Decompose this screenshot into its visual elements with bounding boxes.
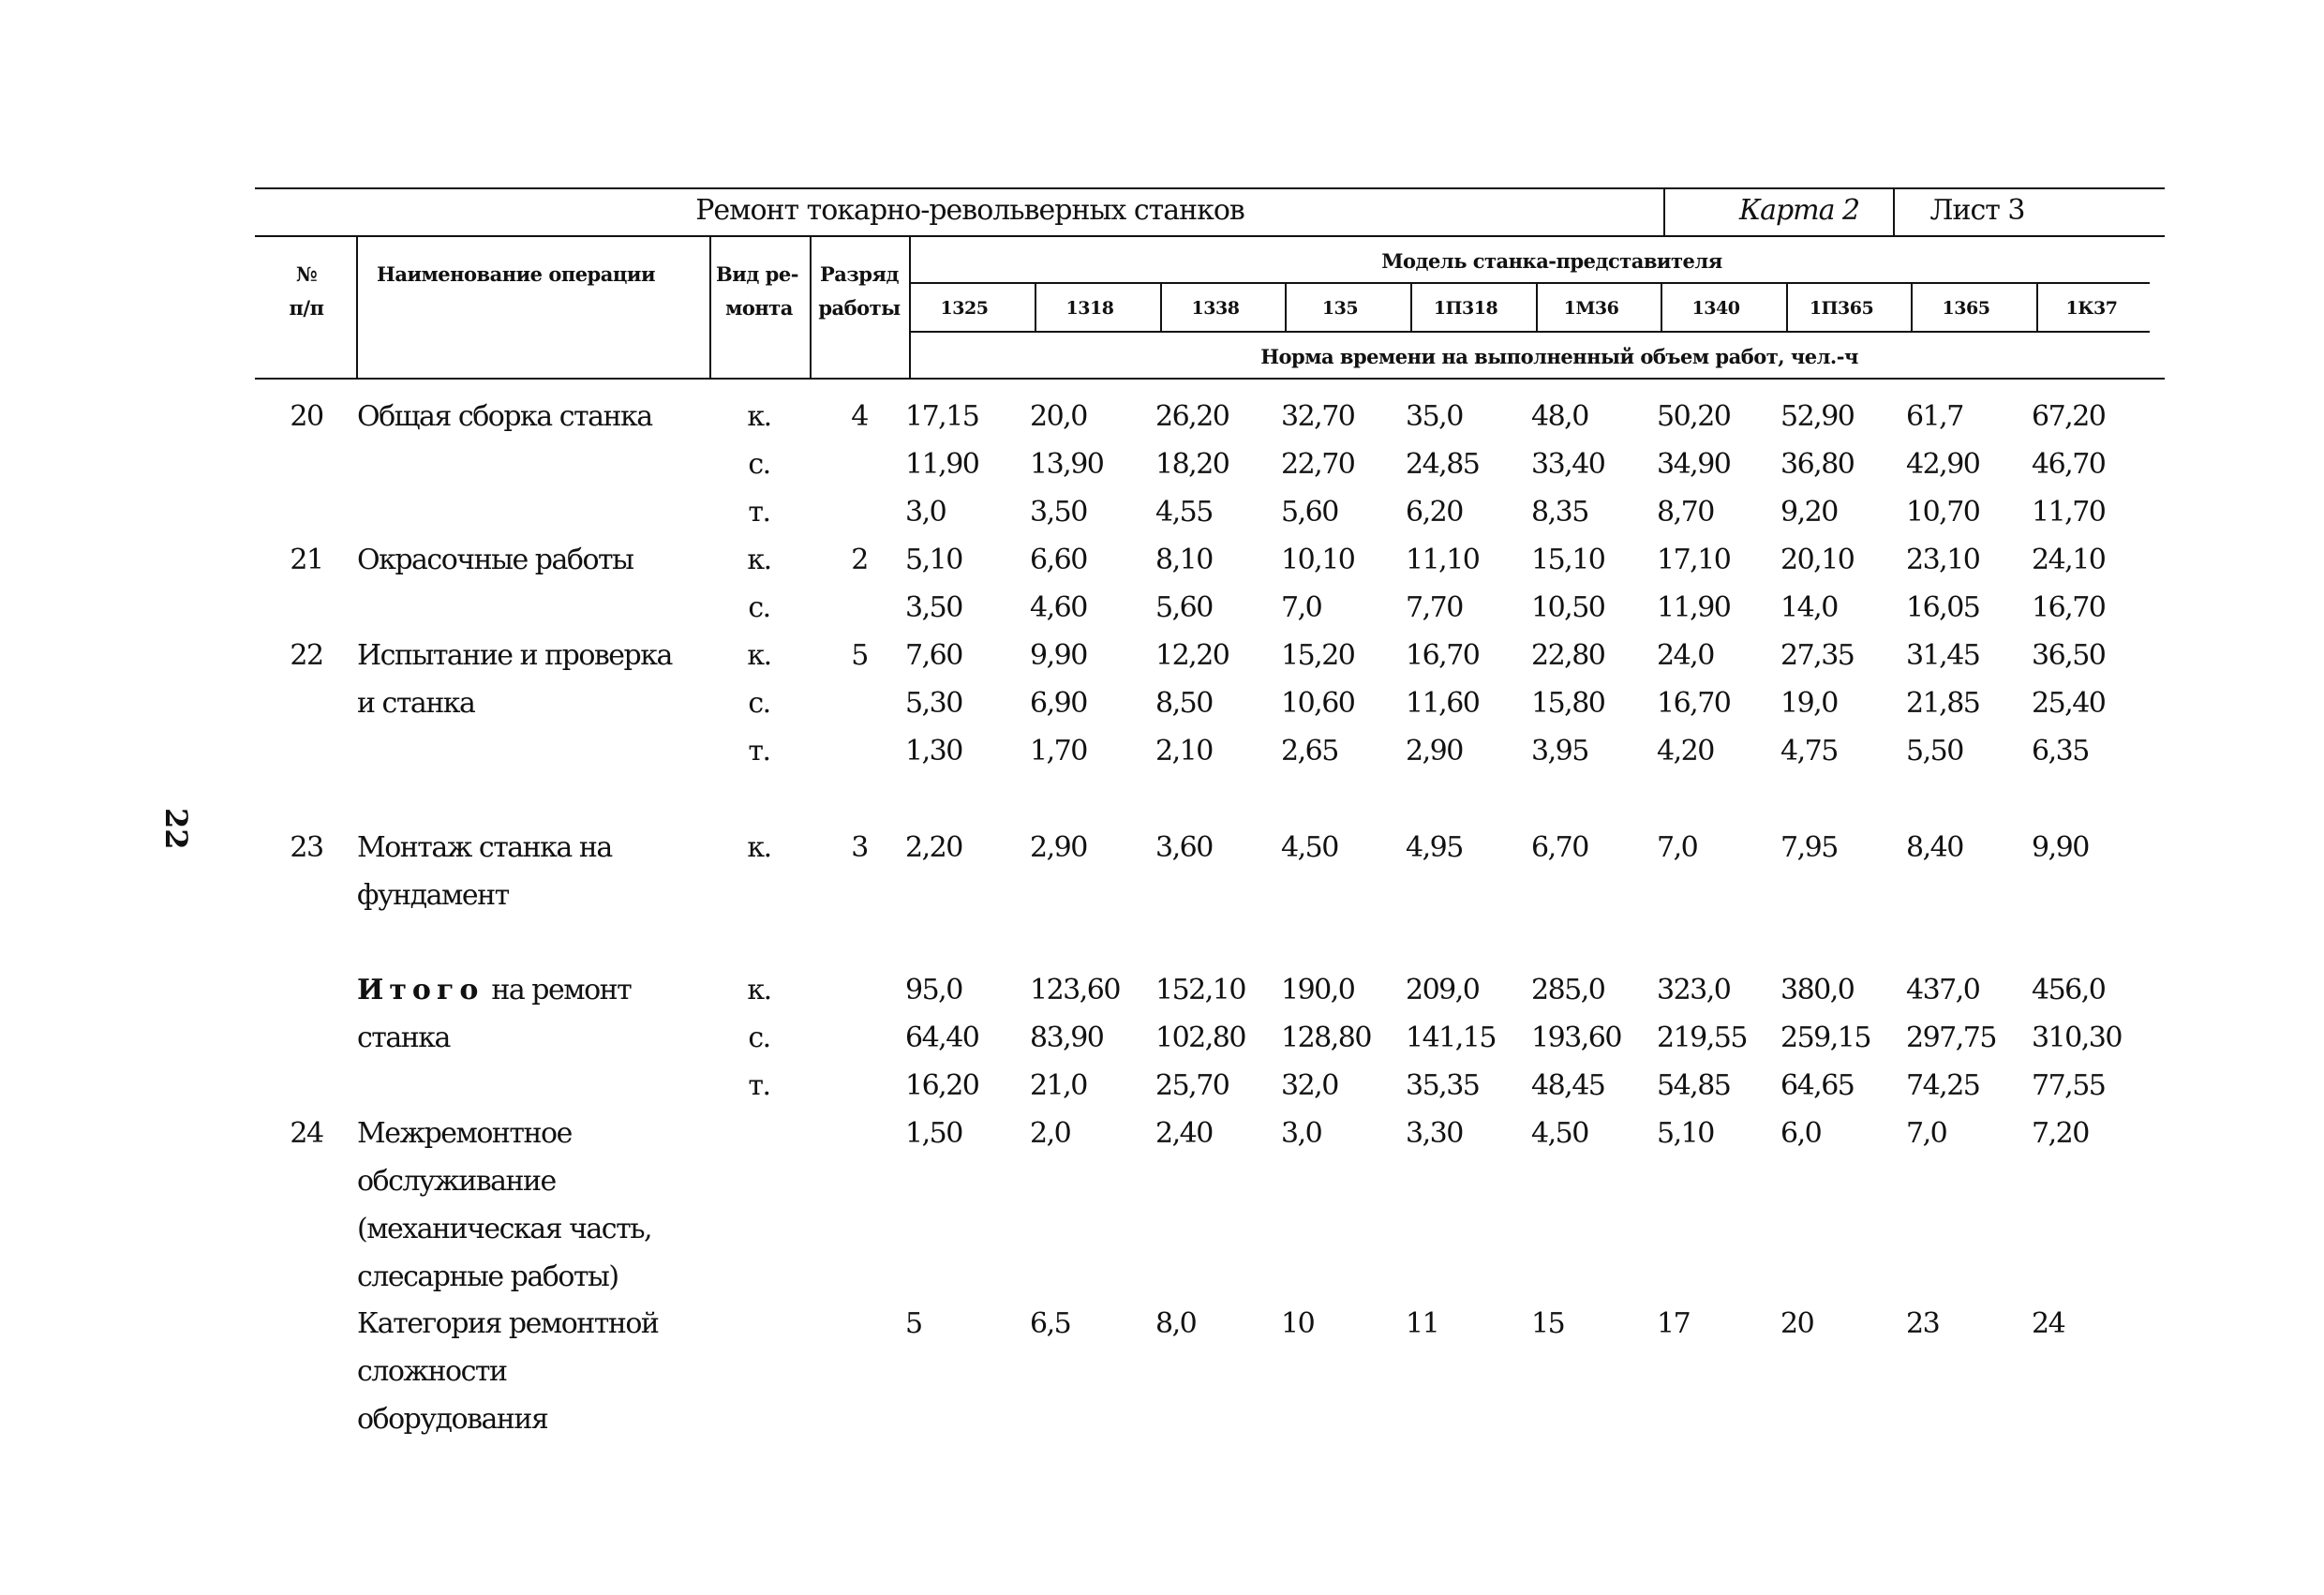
value-cell: 61,7	[1906, 400, 1963, 433]
value-cell: 54,85	[1657, 1069, 1731, 1102]
value-cell: 323,0	[1657, 974, 1731, 1006]
value-cell: 456,0	[2032, 974, 2106, 1006]
value-cell: 11,60	[1406, 687, 1480, 720]
header-repair-type-1: Вид ре-	[716, 262, 798, 286]
value-cell: 64,65	[1780, 1069, 1855, 1102]
value-cell: 32,70	[1281, 400, 1355, 433]
value-cell: 46,70	[2032, 448, 2106, 481]
value-cell: 1,70	[1030, 735, 1087, 768]
row-number: 23	[290, 831, 323, 864]
value-cell: 7,95	[1780, 831, 1838, 864]
value-cell: 25,40	[2032, 687, 2106, 720]
value-cell: 6,0	[1780, 1117, 1822, 1150]
value-cell: 2,10	[1155, 735, 1213, 768]
value-cell: 4,75	[1780, 735, 1838, 768]
header-vline-4	[909, 235, 911, 378]
repair-type: т.	[748, 1069, 770, 1102]
row-number: 21	[290, 544, 323, 576]
value-cell: 5,10	[905, 544, 962, 576]
value-cell: 35,0	[1406, 400, 1463, 433]
model-col-divider	[1160, 282, 1162, 331]
value-cell: 3,0	[905, 496, 946, 529]
value-cell: 193,60	[1531, 1021, 1621, 1054]
repair-type: т.	[748, 496, 770, 529]
value-cell: 123,60	[1030, 974, 1120, 1006]
value-cell: 95,0	[905, 974, 962, 1006]
model-col-divider	[1410, 282, 1412, 331]
value-cell: 77,55	[2032, 1069, 2106, 1102]
value-cell: 5,30	[905, 687, 962, 720]
repair-type: с.	[748, 1021, 770, 1054]
header-vline-3	[810, 235, 812, 378]
title-divider-2	[1893, 187, 1895, 236]
operation-name: обслуживание	[357, 1165, 556, 1198]
value-cell: 2,65	[1281, 735, 1338, 768]
repair-type: к.	[747, 974, 771, 1006]
sheet-label: Лист 3	[1929, 194, 2025, 227]
work-grade: 5	[851, 639, 868, 672]
operation-name: и станка	[357, 687, 475, 720]
repair-type: с.	[748, 687, 770, 720]
value-cell: 3,50	[1030, 496, 1087, 529]
value-cell: 7,0	[1281, 591, 1322, 624]
value-cell: 6,20	[1406, 496, 1463, 529]
header-vline-1	[356, 235, 358, 378]
model-col-divider	[1661, 282, 1662, 331]
value-cell: 83,90	[1030, 1021, 1104, 1054]
value-cell: 19,0	[1780, 687, 1838, 720]
work-grade: 3	[851, 831, 868, 864]
value-cell: 24,0	[1657, 639, 1714, 672]
value-cell: 5,60	[1155, 591, 1213, 624]
model-row-underline	[909, 331, 2150, 333]
value-cell: 36,80	[1780, 448, 1855, 481]
header-num-2: п/п	[289, 296, 324, 320]
value-cell: 5,50	[1906, 735, 1963, 768]
value-cell: 2,20	[905, 831, 962, 864]
value-cell: 141,15	[1406, 1021, 1496, 1054]
value-cell: 128,80	[1281, 1021, 1371, 1054]
value-cell: 20,0	[1030, 400, 1087, 433]
value-cell: 9,90	[2032, 831, 2089, 864]
value-cell: 34,90	[1657, 448, 1731, 481]
value-cell: 2,0	[1030, 1117, 1071, 1150]
value-cell: 7,20	[2032, 1117, 2089, 1150]
table-title: Ремонт токарно-револьверных станков	[695, 194, 1244, 227]
value-cell: 3,60	[1155, 831, 1213, 864]
header-operation: Наименование операции	[377, 262, 656, 286]
repair-type: к.	[747, 639, 771, 672]
model-col-divider	[1911, 282, 1913, 331]
value-cell: 15	[1531, 1307, 1565, 1340]
value-cell: 10,50	[1531, 591, 1605, 624]
model-col-divider	[1035, 282, 1036, 331]
value-cell: 74,25	[1906, 1069, 1980, 1102]
value-cell: 16,05	[1906, 591, 1980, 624]
operation-name: (механическая часть,	[357, 1213, 652, 1245]
value-cell: 10,70	[1906, 496, 1980, 529]
repair-type: к.	[747, 831, 771, 864]
value-cell: 4,20	[1657, 735, 1714, 768]
value-cell: 36,50	[2032, 639, 2106, 672]
value-cell: 11,70	[2032, 496, 2106, 529]
operation-name: Категория ремонтной	[357, 1307, 659, 1340]
value-cell: 7,60	[905, 639, 962, 672]
value-cell: 12,20	[1155, 639, 1229, 672]
operation-name	[357, 976, 631, 1005]
value-cell: 297,75	[1906, 1021, 1996, 1054]
operation-name: оборудования	[357, 1403, 548, 1436]
value-cell: 35,35	[1406, 1069, 1480, 1102]
value-cell: 102,80	[1155, 1021, 1245, 1054]
title-divider-1	[1663, 187, 1665, 236]
value-cell: 190,0	[1281, 974, 1355, 1006]
model-header-cell: 1М36	[1563, 298, 1619, 319]
model-header-cell: 1318	[1065, 298, 1114, 319]
value-cell: 380,0	[1780, 974, 1855, 1006]
value-cell: 22,80	[1531, 639, 1605, 672]
value-cell: 10	[1281, 1307, 1315, 1340]
value-cell: 8,10	[1155, 544, 1213, 576]
value-cell: 11,90	[1657, 591, 1731, 624]
value-cell: 9,20	[1780, 496, 1838, 529]
table-top-border	[255, 187, 2165, 189]
model-col-divider	[1285, 282, 1287, 331]
value-cell: 3,50	[905, 591, 962, 624]
value-cell: 15,10	[1531, 544, 1605, 576]
value-cell: 24,85	[1406, 448, 1480, 481]
model-header-cell: 1338	[1191, 298, 1240, 319]
operation-name: Испытание и проверка	[357, 639, 672, 672]
value-cell: 5,10	[1657, 1117, 1714, 1150]
page-number: 22	[158, 808, 194, 850]
total-label-rest: на ремонт	[484, 974, 632, 1006]
work-grade: 2	[851, 544, 868, 576]
value-cell: 6,90	[1030, 687, 1087, 720]
repair-type: к.	[747, 400, 771, 433]
value-cell: 4,60	[1030, 591, 1087, 624]
value-cell: 437,0	[1906, 974, 1980, 1006]
header-norm-caption: Норма времени на выполненный объем работ, чел.-ч	[1260, 345, 1858, 368]
operation-name: Межремонтное	[357, 1117, 572, 1150]
value-cell: 24	[2032, 1307, 2065, 1340]
value-cell: 3,30	[1406, 1117, 1463, 1150]
value-cell: 152,10	[1155, 974, 1245, 1006]
repair-type: к.	[747, 544, 771, 576]
model-header-cell: 1340	[1691, 298, 1740, 319]
value-cell: 64,40	[905, 1021, 979, 1054]
operation-name: Окрасочные работы	[357, 544, 633, 576]
value-cell: 15,20	[1281, 639, 1355, 672]
model-col-divider	[2036, 282, 2038, 331]
card-label: Карта 2	[1738, 194, 1860, 227]
value-cell: 6,70	[1531, 831, 1588, 864]
value-cell: 4,95	[1406, 831, 1463, 864]
value-cell: 6,5	[1030, 1307, 1071, 1340]
header-grade-2: работы	[818, 296, 901, 320]
model-header-cell: 1К37	[2065, 298, 2118, 319]
model-header-cell: 1365	[1942, 298, 1990, 319]
header-model-group: Модель станка-представителя	[1381, 249, 1722, 273]
value-cell: 23	[1906, 1307, 1940, 1340]
value-cell: 310,30	[2032, 1021, 2122, 1054]
value-cell: 4,50	[1281, 831, 1338, 864]
value-cell: 259,15	[1780, 1021, 1870, 1054]
value-cell: 4,50	[1531, 1117, 1588, 1150]
value-cell: 1,50	[905, 1117, 962, 1150]
value-cell: 2,90	[1030, 831, 1087, 864]
model-group-underline	[909, 282, 2150, 284]
value-cell: 18,20	[1155, 448, 1229, 481]
value-cell: 67,20	[2032, 400, 2106, 433]
value-cell: 10,60	[1281, 687, 1355, 720]
value-cell: 50,20	[1657, 400, 1731, 433]
value-cell: 48,0	[1531, 400, 1588, 433]
value-cell: 7,0	[1657, 831, 1698, 864]
row-number: 22	[290, 639, 323, 672]
operation-name: сложности	[357, 1355, 507, 1388]
value-cell: 24,10	[2032, 544, 2106, 576]
value-cell: 5,60	[1281, 496, 1338, 529]
value-cell: 20	[1780, 1307, 1814, 1340]
value-cell: 8,70	[1657, 496, 1714, 529]
header-grade-1: Разряд	[820, 262, 899, 286]
model-col-divider	[1536, 282, 1538, 331]
total-label: Итого	[357, 974, 484, 1006]
value-cell: 11,90	[905, 448, 979, 481]
value-cell: 3,95	[1531, 735, 1588, 768]
value-cell: 17,10	[1657, 544, 1731, 576]
value-cell: 27,35	[1780, 639, 1855, 672]
repair-type: с.	[748, 448, 770, 481]
value-cell: 31,45	[1906, 639, 1980, 672]
value-cell: 11,10	[1406, 544, 1480, 576]
operation-name: фундамент	[357, 879, 509, 912]
value-cell: 16,70	[1657, 687, 1731, 720]
value-cell: 16,20	[905, 1069, 979, 1102]
value-cell: 33,40	[1531, 448, 1605, 481]
value-cell: 8,40	[1906, 831, 1963, 864]
value-cell: 219,55	[1657, 1021, 1747, 1054]
model-header-cell: 1П318	[1433, 298, 1498, 319]
value-cell: 2,90	[1406, 735, 1463, 768]
value-cell: 4,55	[1155, 496, 1213, 529]
value-cell: 10,10	[1281, 544, 1355, 576]
model-header-cell: 1325	[940, 298, 989, 319]
value-cell: 2,40	[1155, 1117, 1213, 1150]
value-cell: 48,45	[1531, 1069, 1605, 1102]
value-cell: 26,20	[1155, 400, 1229, 433]
value-cell: 285,0	[1531, 974, 1605, 1006]
value-cell: 17,15	[905, 400, 979, 433]
work-grade: 4	[851, 400, 868, 433]
value-cell: 209,0	[1406, 974, 1480, 1006]
value-cell: 21,85	[1906, 687, 1980, 720]
row-number: 20	[290, 400, 323, 433]
model-header-cell: 135	[1321, 298, 1359, 319]
operation-name: Общая сборка станка	[357, 400, 652, 433]
value-cell: 9,90	[1030, 639, 1087, 672]
value-cell: 6,35	[2032, 735, 2089, 768]
value-cell: 13,90	[1030, 448, 1104, 481]
value-cell: 20,10	[1780, 544, 1855, 576]
value-cell: 52,90	[1780, 400, 1855, 433]
value-cell: 5	[905, 1307, 922, 1340]
operation-name: Монтаж станка на	[357, 831, 612, 864]
value-cell: 32,0	[1281, 1069, 1338, 1102]
value-cell: 16,70	[2032, 591, 2106, 624]
value-cell: 6,60	[1030, 544, 1087, 576]
header-repair-type-2: монта	[725, 296, 793, 320]
value-cell: 8,35	[1531, 496, 1588, 529]
value-cell: 8,0	[1155, 1307, 1197, 1340]
value-cell: 16,70	[1406, 639, 1480, 672]
operation-name: слесарные работы)	[357, 1260, 618, 1293]
model-header-cell: 1П365	[1809, 298, 1874, 319]
value-cell: 25,70	[1155, 1069, 1229, 1102]
value-cell: 42,90	[1906, 448, 1980, 481]
header-bottom-border	[255, 378, 2165, 380]
row-number: 24	[290, 1117, 323, 1150]
value-cell: 22,70	[1281, 448, 1355, 481]
value-cell: 3,0	[1281, 1117, 1322, 1150]
repair-type: с.	[748, 591, 770, 624]
value-cell: 8,50	[1155, 687, 1213, 720]
value-cell: 15,80	[1531, 687, 1605, 720]
operation-name: станка	[357, 1021, 450, 1054]
value-cell: 14,0	[1780, 591, 1838, 624]
value-cell: 17	[1657, 1307, 1691, 1340]
value-cell: 7,70	[1406, 591, 1463, 624]
value-cell: 21,0	[1030, 1069, 1087, 1102]
header-num-1: №	[295, 262, 318, 286]
repair-type: т.	[748, 735, 770, 768]
header-vline-2	[709, 235, 711, 378]
value-cell: 1,30	[905, 735, 962, 768]
value-cell: 23,10	[1906, 544, 1980, 576]
model-col-divider	[1786, 282, 1788, 331]
value-cell: 11	[1406, 1307, 1439, 1340]
title-bottom-border	[255, 235, 2165, 237]
value-cell: 7,0	[1906, 1117, 1947, 1150]
